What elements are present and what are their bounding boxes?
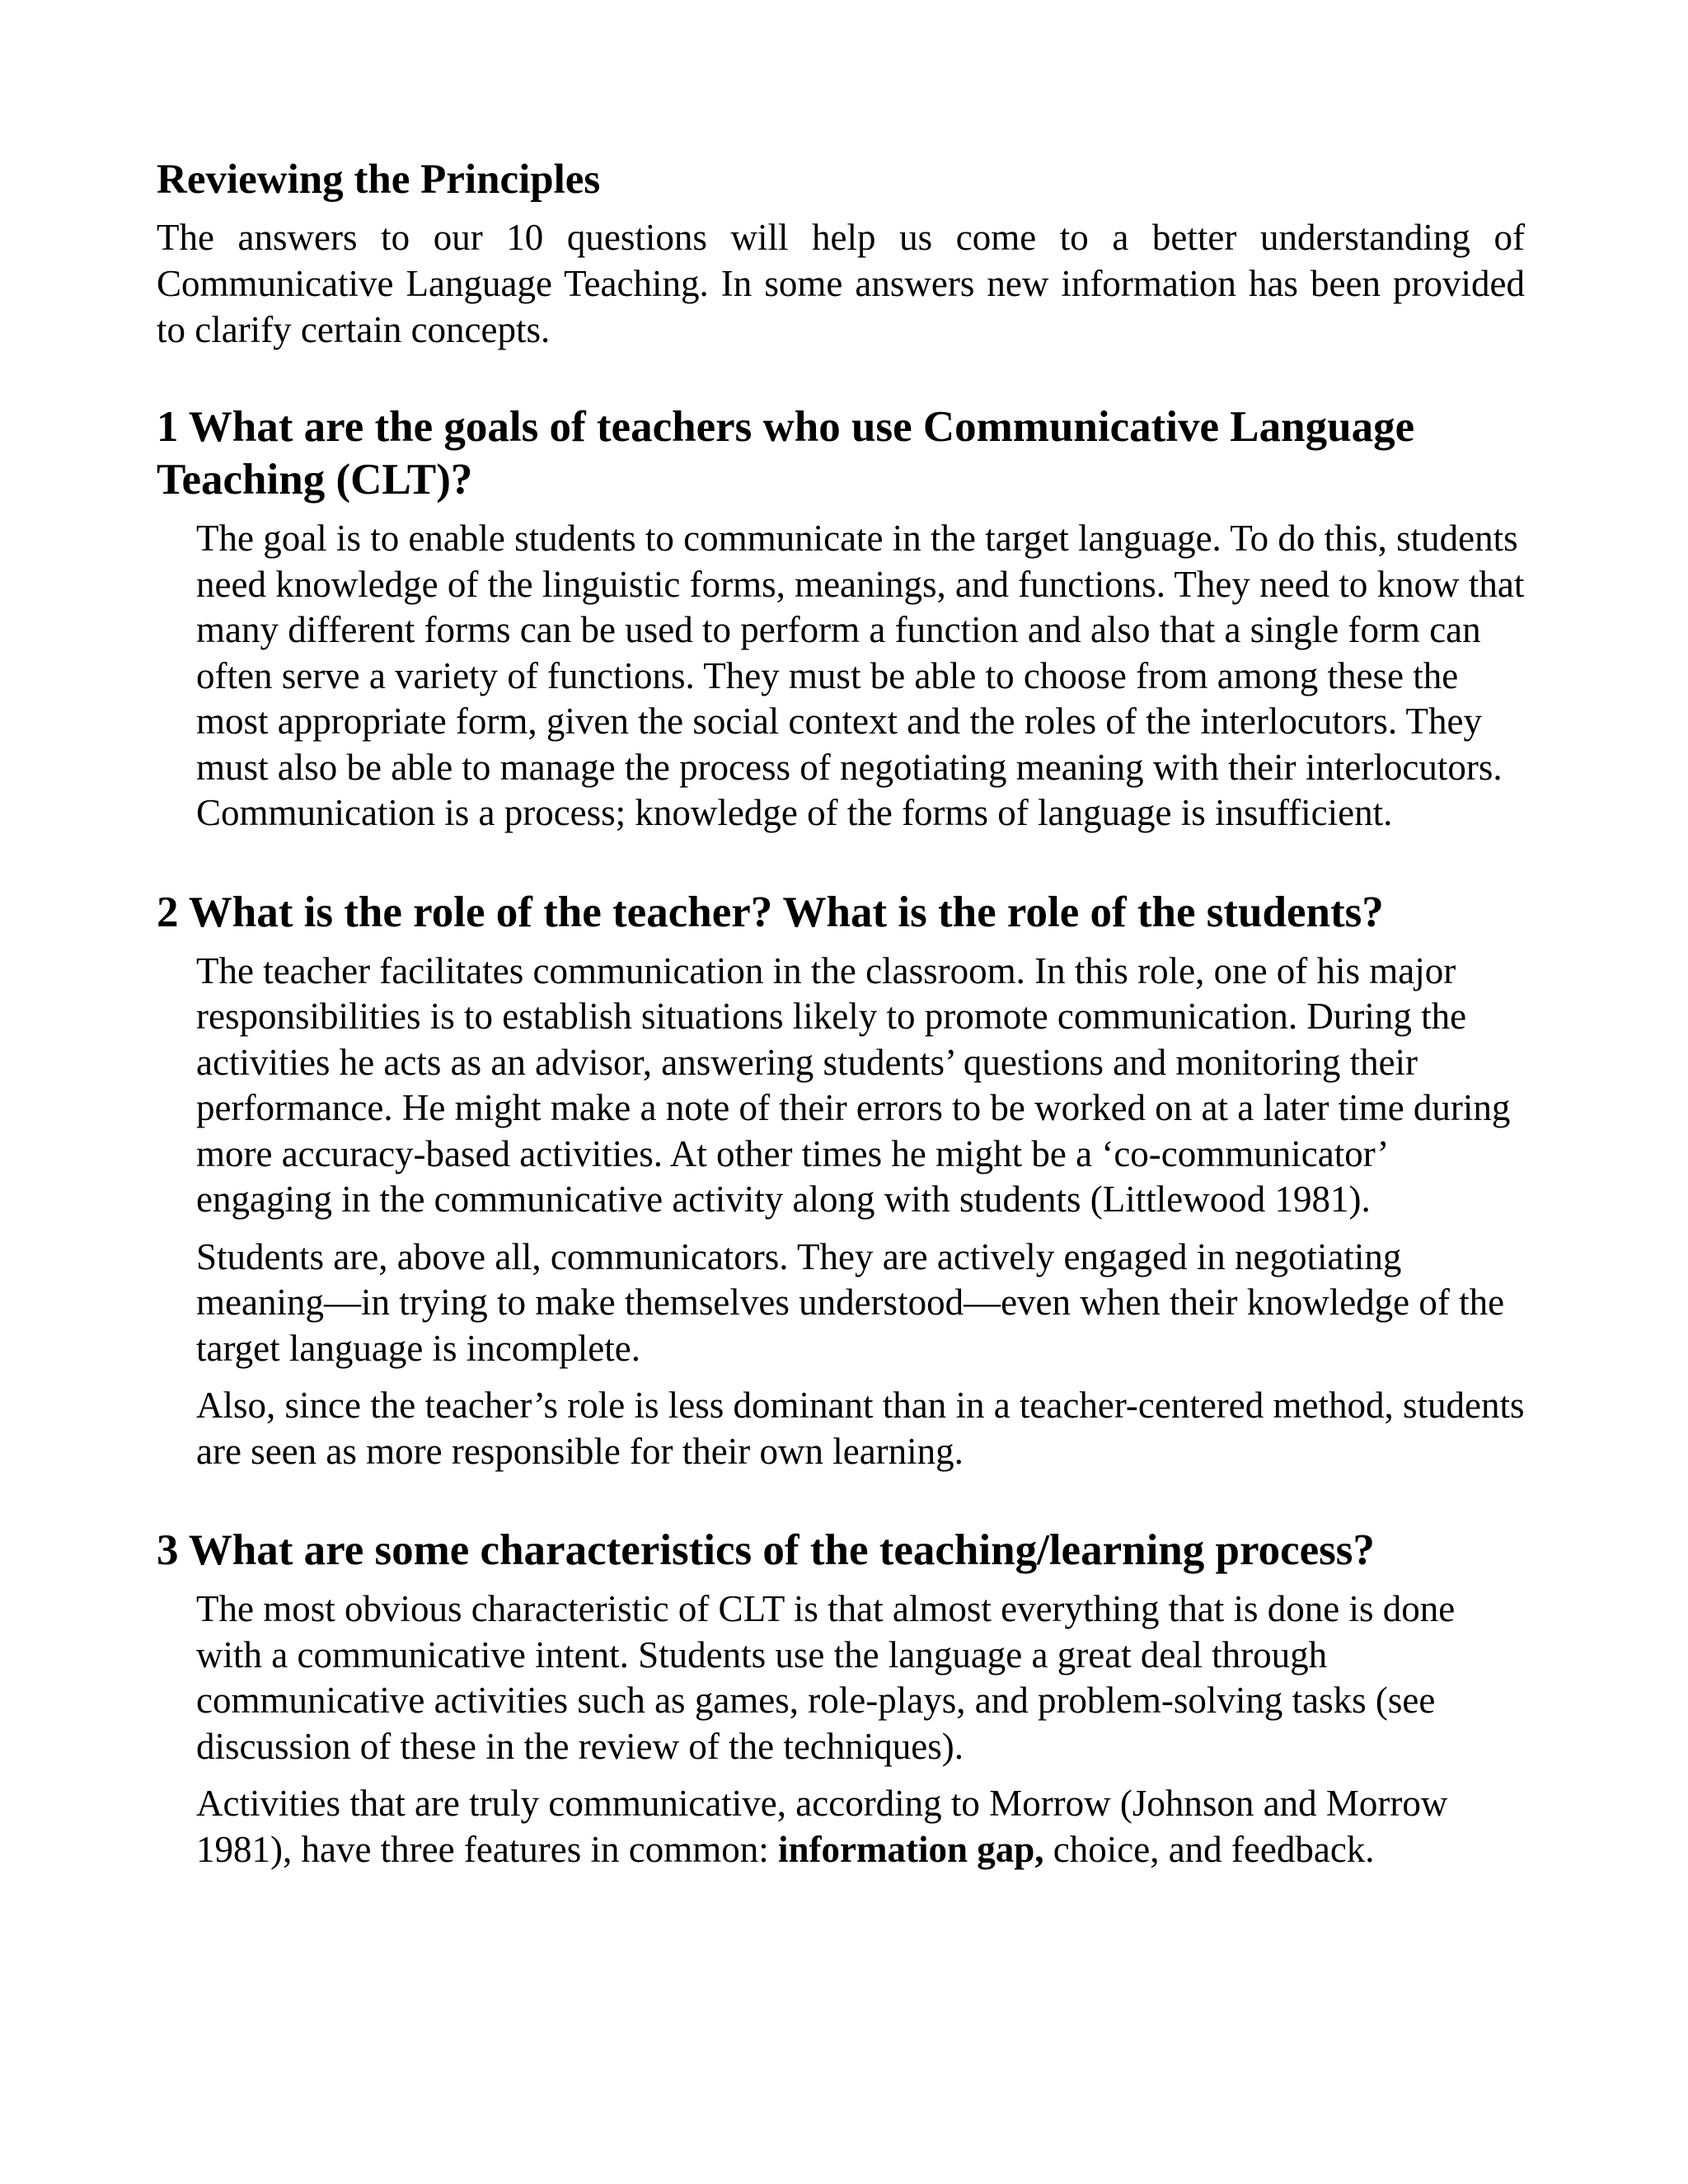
features-text-before: Activities that are truly communicative, according to Morrow (Johnson and Morrow 1981), have three features in common:	[196, 1783, 1448, 1870]
question-2-heading: 2 What is the role of the teacher? What is the role of the students?	[157, 888, 1384, 936]
question-3-section	[157, 1524, 1525, 1872]
question-3-answer-features	[196, 1781, 1525, 1872]
question-2-section	[157, 886, 1525, 1475]
page-title: Reviewing the Principles	[157, 157, 601, 203]
question-1-heading: 1 What are the goals of teachers who use Communicative Language Teaching (CLT)?	[157, 403, 1415, 504]
document-page	[157, 155, 1525, 1872]
question-2-answer-students: Students are, above all, communicators. They are actively engaged in negotiating meaning—in trying to make themselves understood—even when their knowledge of the target language is incomplete.	[196, 1235, 1505, 1369]
question-1-section	[157, 401, 1525, 837]
question-2-answer-teacher: The teacher facilitates communication in the classroom. In this role, one of his major responsibilities is to establish situations likely to promote communication. During the activities he acts as an advisor, answering students’ questions and monitoring their performance. He might make a note of their errors to be worked on at a later time during more accuracy-based activities. At other times he might be a ‘co-communicator’ engaging in the communicative activity along with students (Littlewood 1981).	[196, 949, 1511, 1220]
question-2-answer-responsibility: Also, since the teacher’s role is less dominant than in a teacher-centered method, students are seen as more responsible for their own learning.	[196, 1385, 1525, 1472]
question-3-heading: 3 What are some characteristics of the teaching/learning process?	[157, 1526, 1375, 1574]
intro-paragraph: The answers to our 10 questions will help us come to a better understanding of Communicative Language Teaching. In some answers new information has been provided to clarify certain concepts.	[157, 217, 1525, 350]
question-3-answer-intent: The most obvious characteristic of CLT is that almost everything that is done is done with a communicative intent. Students use the language a great deal through communicative activities such as games, role-plays, and problem-solving tasks (see discussion of these in the review of the techniques).	[196, 1588, 1456, 1767]
question-1-answer: The goal is to enable students to communicate in the target language. To do this, students need knowledge of the linguistic forms, meanings, and functions. They need to know that many different forms can be used to perform a function and also that a single form can often serve a variety of functions. They must be able to choose from among these the most appropriate form, given the social context and the roles of the interlocutors. They must also be able to manage the process of negotiating meaning with their interlocutors. Communication is a process; knowledge of the forms of language is insufficient.	[196, 518, 1525, 833]
features-text-after: choice, and feedback.	[1043, 1828, 1375, 1870]
information-gap-term: information gap,	[778, 1828, 1044, 1870]
